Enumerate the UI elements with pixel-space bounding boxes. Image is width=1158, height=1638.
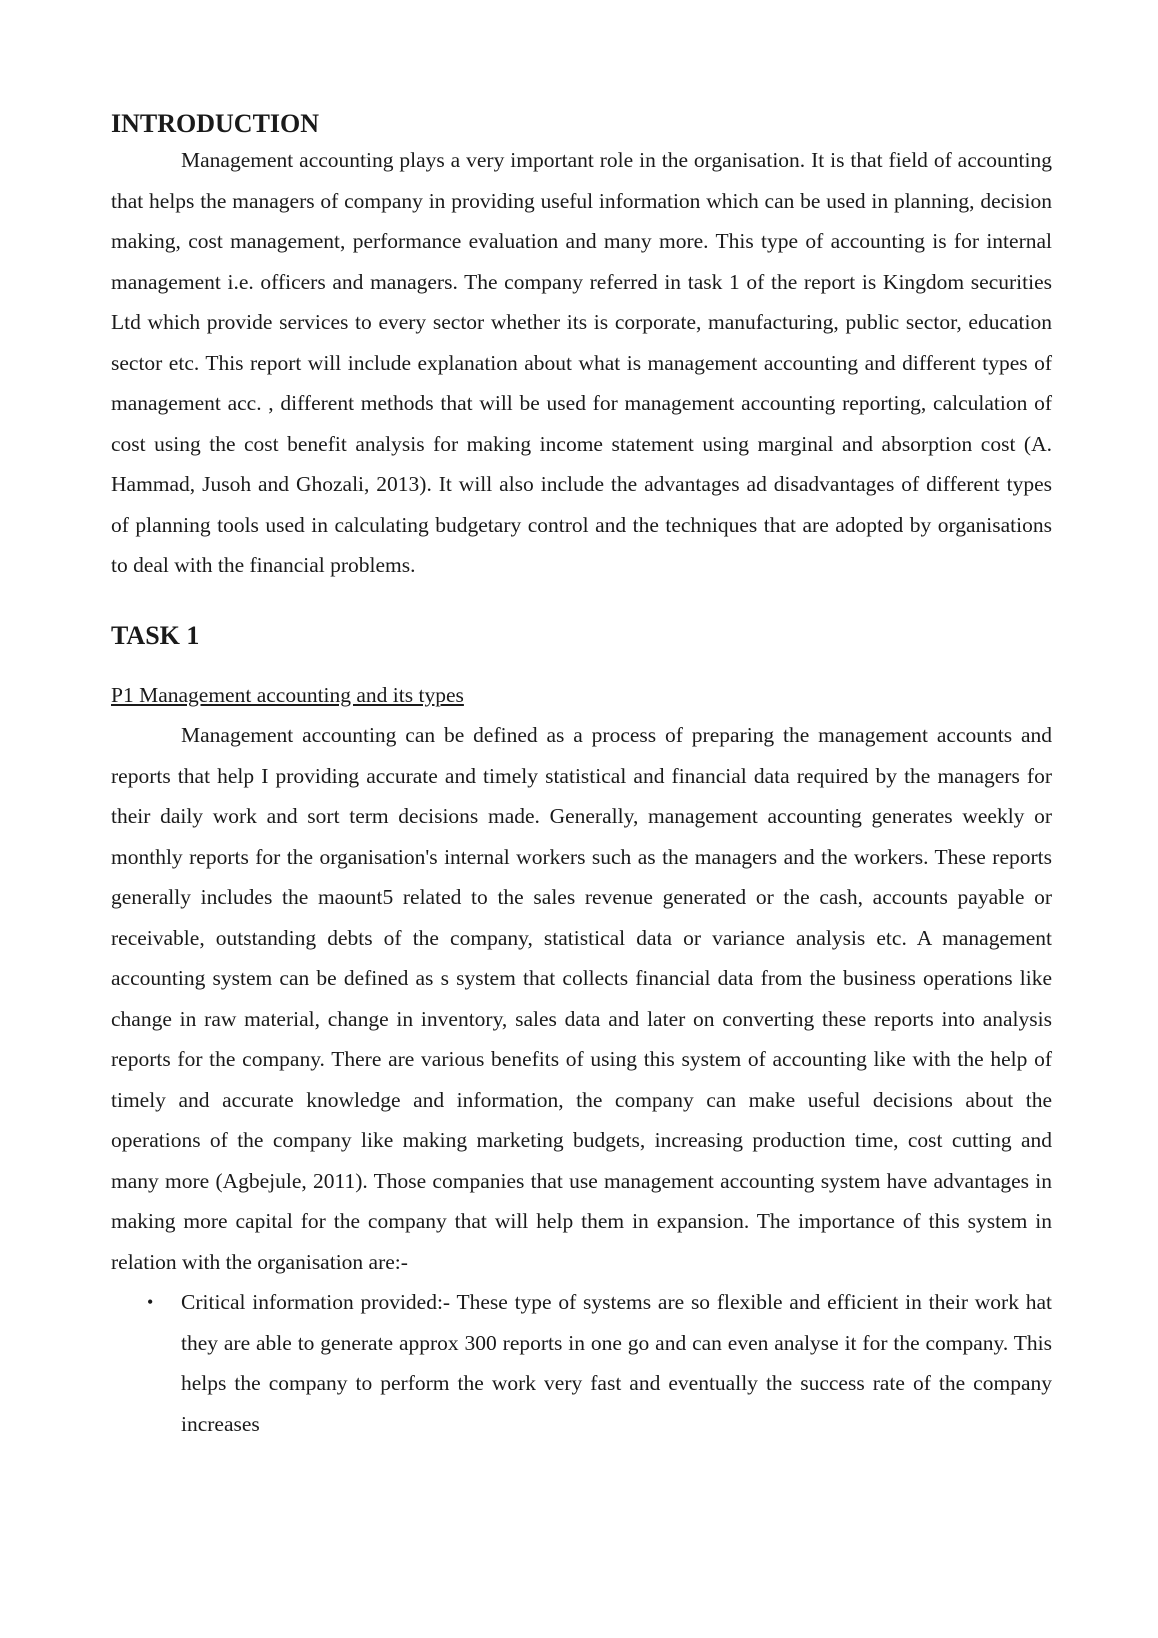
bullet-icon: • [147, 1292, 154, 1312]
task-1-heading: TASK 1 [111, 620, 200, 650]
document-page [111, 108, 1052, 1444]
list-item [111, 1282, 1052, 1444]
list-item-text: Critical information provided:- These type of systems are so flexible and efficient in their work hat they are able to generate approx 300 reports in one go and can even analyse it for the company. This helps the company to perform the work very fast and eventually the success rate of the company increases [181, 1290, 1052, 1436]
p1-subheading: P1 Management accounting and its types [111, 682, 464, 707]
bullet-list [111, 1282, 1052, 1444]
p1-paragraph: Management accounting can be defined as a process of preparing the management accounts and reports that help I providing accurate and timely statistical and financial data required by the managers for their daily work and sort term decisions made. Generally, management accounting generates weekly or monthly reports for the organisation's internal workers such as the managers and the workers. These reports generally includes the maount5 related to the sales revenue generated or the cash, accounts payable or receivable, outstanding debts of the company, statistical data or variance analysis etc. A management accounting system can be defined as s system that collects financial data from the business operations like change in raw material, change in inventory, sales data and later on converting these reports into analysis reports for the company. There are various benefits of using this system of accounting like with the help of timely and accurate knowledge and information, the company can make useful decisions about the operations of the company like making marketing budgets, increasing production time, cost cutting and many more (Agbejule, 2011). Those companies that use management accounting system have advantages in making more capital for the company that will help them in expansion. The importance of this system in relation with the organisation are:- [111, 723, 1052, 1274]
introduction-heading: INTRODUCTION [111, 109, 320, 138]
introduction-paragraph: Management accounting plays a very important role in the organisation. It is that field of accounting that helps the managers of company in providing useful information which can be used in planning, decision making, cost management, performance evaluation and many more. This type of accounting is for internal management i.e. officers and managers. The company referred in task 1 of the report is Kingdom securities Ltd which provide services to every sector whether its is corporate, manufacturing, public sector, education sector etc. This report will include explanation about what is management accounting and different types of management acc. , different methods that will be used for management accounting reporting, calculation of cost using the cost benefit analysis for making income statement using marginal and absorption cost (A. Hammad, Jusoh and Ghozali, 2013). It will also include the advantages ad disadvantages of different types of planning tools used in calculating budgetary control and the techniques that are adopted by organisations to deal with the financial problems. [111, 148, 1052, 577]
